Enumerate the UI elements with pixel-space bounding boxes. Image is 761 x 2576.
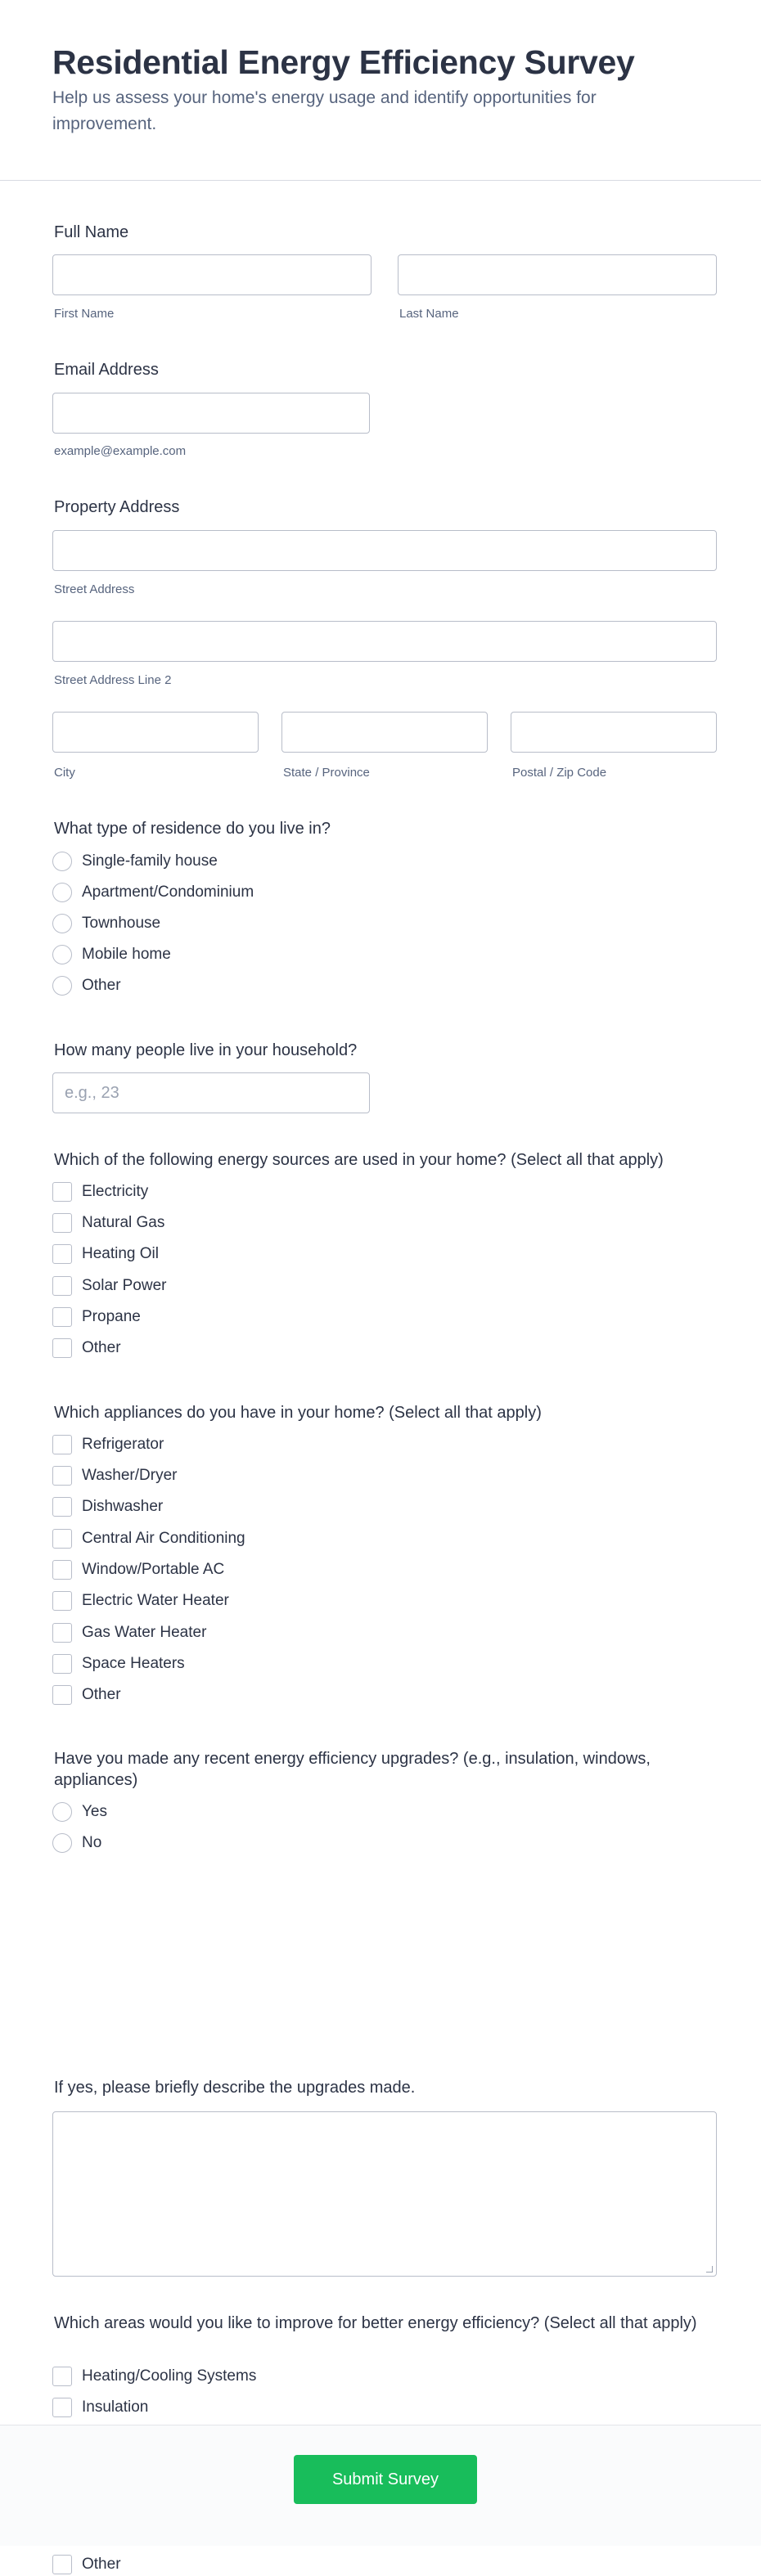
energy-source-option[interactable]: Natural Gas [52, 1212, 164, 1234]
city-sublabel: City [54, 766, 75, 780]
checkbox[interactable] [52, 1497, 72, 1517]
appliance-option[interactable]: Gas Water Heater [52, 1621, 206, 1644]
checkbox[interactable] [52, 1685, 72, 1705]
form-header [0, 0, 761, 181]
submit-survey-button[interactable]: Submit Survey [294, 2455, 477, 2504]
street-address-input[interactable] [53, 531, 716, 570]
upgrades-label: Have you made any recent energy efficiency upgrades? (e.g., insulation, windows, appliances) [54, 1750, 651, 1789]
improve-option[interactable]: Insulation [52, 2396, 148, 2419]
upgrades-desc-textarea[interactable] [53, 2112, 716, 2276]
resize-grip-icon[interactable] [706, 2266, 713, 2273]
household-input[interactable] [53, 1073, 369, 1113]
upgrades-option[interactable]: Yes [52, 1801, 107, 1823]
upgrades-option[interactable]: No [52, 1832, 101, 1854]
radio-button[interactable] [52, 976, 72, 996]
street-address-2-field[interactable] [52, 621, 717, 662]
email-sublabel: example@example.com [54, 444, 187, 458]
street-address-sublabel: Street Address [54, 582, 135, 596]
checkbox[interactable] [52, 1213, 72, 1233]
residence-option[interactable]: Single-family house [52, 850, 218, 873]
radio-button[interactable] [52, 945, 72, 964]
first-name-input[interactable] [53, 255, 371, 294]
residence-option[interactable]: Other [52, 974, 121, 997]
appliance-option[interactable]: Electric Water Heater [52, 1589, 229, 1612]
appliance-option[interactable]: Window/Portable AC [52, 1558, 224, 1581]
street-address-2-input[interactable] [53, 622, 716, 661]
improve-option[interactable]: Other [52, 2553, 121, 2576]
page-title: Residential Energy Efficiency Survey [52, 43, 635, 81]
appliance-option[interactable]: Washer/Dryer [52, 1464, 177, 1487]
energy-source-option[interactable]: Solar Power [52, 1275, 167, 1297]
checkbox[interactable] [52, 1307, 72, 1327]
residence-option[interactable]: Townhouse [52, 912, 160, 935]
street-address-field[interactable] [52, 530, 717, 571]
residence-option[interactable]: Apartment/Condominium [52, 881, 254, 904]
appliances-label: Which appliances do you have in your home? (Select all that apply) [54, 1404, 542, 1422]
radio-button[interactable] [52, 1833, 72, 1853]
page-subtitle: Help us assess your home's energy usage and identify opportunities for improvement. [52, 88, 597, 133]
radio-button[interactable] [52, 1802, 72, 1822]
last-name-input[interactable] [399, 255, 716, 294]
zip-sublabel: Postal / Zip Code [512, 766, 607, 780]
energy-source-option[interactable]: Electricity [52, 1180, 148, 1203]
radio-button[interactable] [52, 914, 72, 933]
upgrades-desc-label: If yes, please briefly describe the upgrades made. [54, 2079, 416, 2097]
radio-button[interactable] [52, 883, 72, 902]
upgrades-desc-field[interactable] [52, 2111, 717, 2277]
checkbox[interactable] [52, 1466, 72, 1486]
checkbox[interactable] [52, 2555, 72, 2574]
household-label: How many people live in your household? [54, 1041, 358, 1059]
checkbox[interactable] [52, 1591, 72, 1611]
improve-option[interactable]: Heating/Cooling Systems [52, 2365, 256, 2388]
first-name-field[interactable] [52, 254, 371, 295]
checkbox[interactable] [52, 1623, 72, 1643]
appliance-option[interactable]: Central Air Conditioning [52, 1527, 245, 1550]
email-field[interactable] [52, 393, 370, 434]
city-input[interactable] [53, 713, 258, 752]
checkbox[interactable] [52, 1244, 72, 1264]
state-field[interactable] [281, 712, 488, 753]
checkbox[interactable] [52, 1338, 72, 1358]
household-field[interactable] [52, 1072, 370, 1113]
checkbox[interactable] [52, 2398, 72, 2417]
zip-input[interactable] [511, 713, 716, 752]
energy-source-option[interactable]: Heating Oil [52, 1243, 159, 1266]
first-name-sublabel: First Name [54, 307, 115, 321]
radio-button[interactable] [52, 852, 72, 871]
appliance-option[interactable]: Dishwasher [52, 1495, 163, 1518]
checkbox[interactable] [52, 1182, 72, 1202]
full-name-label: Full Name [54, 223, 129, 241]
energy-sources-label: Which of the following energy sources are used in your home? (Select all that apply) [54, 1151, 664, 1169]
checkbox[interactable] [52, 2367, 72, 2386]
email-label: Email Address [54, 361, 159, 379]
checkbox[interactable] [52, 1435, 72, 1454]
improve-label: Which areas would you like to improve for better energy efficiency? (Select all that apply) [54, 2314, 697, 2332]
checkbox[interactable] [52, 1560, 72, 1580]
appliance-option[interactable]: Space Heaters [52, 1652, 185, 1675]
checkbox[interactable] [52, 1276, 72, 1296]
energy-source-option[interactable]: Other [52, 1337, 121, 1360]
checkbox[interactable] [52, 1654, 72, 1674]
residence-option[interactable]: Mobile home [52, 943, 171, 966]
residence-label: What type of residence do you live in? [54, 820, 331, 838]
zip-field[interactable] [511, 712, 717, 753]
appliance-option[interactable]: Refrigerator [52, 1433, 164, 1456]
city-field[interactable] [52, 712, 259, 753]
form-footer [0, 2425, 761, 2546]
state-sublabel: State / Province [283, 766, 370, 780]
street-address-2-sublabel: Street Address Line 2 [54, 673, 172, 687]
appliance-option[interactable]: Other [52, 1684, 121, 1706]
email-input[interactable] [53, 393, 369, 433]
last-name-sublabel: Last Name [399, 307, 459, 321]
energy-source-option[interactable]: Propane [52, 1306, 141, 1328]
state-input[interactable] [282, 713, 487, 752]
address-label: Property Address [54, 498, 180, 516]
last-name-field[interactable] [398, 254, 717, 295]
checkbox[interactable] [52, 1529, 72, 1549]
